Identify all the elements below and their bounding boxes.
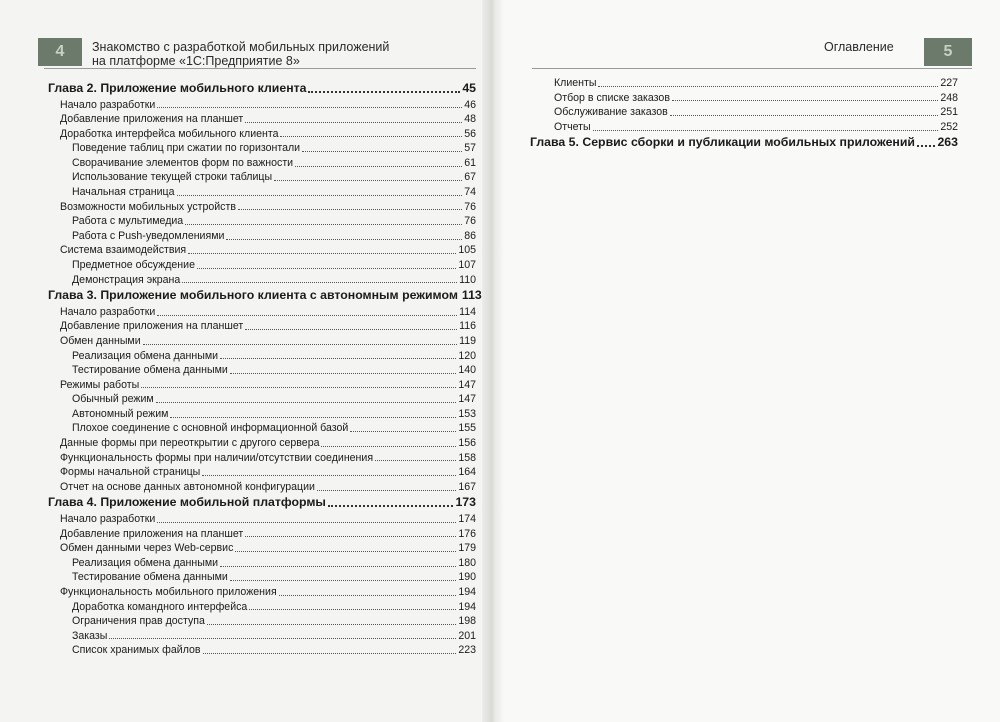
dot-leader [156, 402, 457, 403]
toc-entry-title: Тестирование обмена данными [72, 364, 228, 377]
toc-entry-title: Обмен данными через Web-сервис [60, 542, 234, 555]
toc-entry [48, 214, 476, 229]
toc-entry-page: 194 [458, 600, 476, 613]
toc-entry [48, 112, 476, 127]
right-running-head: Оглавление [824, 40, 894, 54]
right-page [492, 0, 1000, 722]
toc-entry [48, 349, 476, 364]
toc-entry-page: 147 [458, 393, 476, 406]
toc-entry [48, 512, 476, 527]
toc-entry-title: Заказы [72, 629, 108, 642]
toc-entry [48, 570, 476, 585]
dot-leader [670, 115, 939, 116]
toc-entry-page: 57 [464, 142, 476, 155]
dot-leader [593, 130, 939, 131]
dot-leader [202, 475, 456, 476]
toc-entry-page: 173 [455, 495, 476, 510]
toc-entry-title: Глава 3. Приложение мобильного клиента с автономным режимом [48, 288, 458, 303]
toc-entry-page: 76 [464, 215, 476, 228]
toc-entry [530, 120, 958, 135]
toc-entry-page: 180 [458, 556, 476, 569]
toc-chapter-entry [48, 494, 476, 512]
toc-entry [48, 614, 476, 629]
dot-leader [157, 107, 462, 108]
toc-entry-page: 105 [458, 244, 476, 257]
dot-leader [157, 315, 457, 316]
toc-entry-title: Отчеты [554, 120, 591, 133]
toc-entry [48, 363, 476, 378]
toc-entry-page: 114 [459, 305, 476, 318]
toc-entry-title: Сворачивание элементов форм по важности [72, 156, 294, 169]
toc-entry-page: 119 [459, 334, 476, 347]
toc-entry-page: 164 [458, 466, 476, 479]
running-head-line1: Знакомство с разработкой мобильных приложений [92, 40, 390, 54]
toc-entry-page: 140 [458, 364, 476, 377]
dot-leader [274, 180, 462, 181]
dot-leader [207, 624, 456, 625]
toc-entry-title: Начало разработки [60, 512, 156, 525]
dot-leader [280, 136, 462, 137]
toc-entry-page: 201 [458, 629, 476, 642]
toc-entry-title: Реализация обмена данными [72, 349, 219, 362]
toc-entry [48, 643, 476, 658]
dot-leader [109, 638, 456, 639]
toc-entry-title: Отбор в списке заказов [554, 91, 670, 104]
toc-entry-title: Обмен данными [60, 334, 141, 347]
toc-entry-page: 61 [464, 156, 476, 169]
toc-entry-page: 147 [458, 378, 476, 391]
toc-entry [48, 141, 476, 156]
dot-leader [350, 431, 456, 432]
header-rule [44, 68, 476, 69]
dot-leader [375, 460, 456, 461]
toc-entry [48, 392, 476, 407]
toc-chapter-entry [530, 134, 958, 152]
toc-entry [48, 436, 476, 451]
toc-entry-page: 153 [458, 407, 476, 420]
toc-entry-title: Система взаимодействия [60, 244, 187, 257]
toc-entry-page: 190 [458, 571, 476, 584]
dot-leader [317, 490, 456, 491]
dot-leader [230, 373, 457, 374]
toc-entry [48, 407, 476, 422]
toc-entry [48, 305, 476, 320]
toc-entry [530, 76, 958, 91]
toc-entry-page: 107 [458, 259, 476, 272]
toc-entry-page: 156 [458, 437, 476, 450]
toc-entry-page: 227 [940, 77, 958, 89]
toc-entry-page: 179 [458, 542, 476, 555]
toc-entry [48, 465, 476, 480]
toc-entry-page: 45 [462, 81, 476, 95]
toc-entry-title: Начальная страница [72, 186, 175, 199]
toc-entry [48, 541, 476, 556]
toc-entry-page: 67 [464, 171, 476, 184]
toc-entry-title: Работа с Push-уведомлениями [72, 229, 225, 242]
toc-entry [48, 273, 476, 288]
dot-leader [249, 609, 456, 610]
dot-leader [598, 86, 938, 87]
toc-entry-page: 116 [459, 320, 476, 333]
toc-entry [48, 556, 476, 571]
dot-leader [170, 417, 456, 418]
book-gutter [482, 0, 504, 722]
toc-entry-page: 76 [464, 200, 476, 213]
toc-entry [48, 480, 476, 495]
toc-entry [48, 421, 476, 436]
toc-entry-title: Функциональность мобильного приложения [60, 585, 277, 598]
toc-entry [48, 185, 476, 200]
left-running-head [92, 40, 389, 68]
toc-entry-page: 56 [464, 127, 476, 140]
toc-entry-page: 248 [940, 91, 958, 104]
dot-leader [321, 446, 456, 447]
toc-entry-page: 110 [459, 273, 476, 286]
toc-entry-title: Глава 4. Приложение мобильной платформы [48, 495, 326, 510]
toc-entry-page: 120 [458, 349, 476, 362]
toc-entry [530, 105, 958, 120]
toc-entry [48, 319, 476, 334]
dot-leader [302, 151, 462, 152]
dot-leader [157, 522, 456, 523]
toc-entry-title: Ограничения прав доступа [72, 615, 205, 628]
toc-entry-page: 252 [940, 120, 958, 133]
toc-entry-title: Глава 2. Приложение мобильного клиента [48, 81, 307, 95]
toc-entry [48, 527, 476, 542]
dot-leader [235, 551, 456, 552]
left-page-number: 4 [38, 38, 82, 66]
toc-chapter-entry [48, 287, 482, 305]
toc-entry-title: Данные формы при переоткрытии с другого сервера [60, 437, 320, 450]
dot-leader [188, 253, 456, 254]
toc-entry-title: Формы начальной страницы [60, 466, 201, 479]
header-rule [532, 68, 972, 69]
toc-entry-title: Функциональность формы при наличии/отсутствии соединения [60, 451, 374, 464]
dot-leader [220, 358, 456, 359]
toc-entry [48, 258, 476, 273]
dot-leader [143, 344, 457, 345]
toc-entry-page: 158 [458, 451, 476, 464]
toc-entry-title: Доработка интерфейса мобильного клиента [60, 127, 279, 140]
toc-entry [48, 334, 476, 349]
dot-leader [220, 566, 456, 567]
dot-leader [226, 239, 462, 240]
toc-entry-title: Глава 5. Сервис сборки и публикации мобильных приложений [530, 135, 915, 150]
right-page-number: 5 [924, 38, 972, 66]
toc-entry-title: Начало разработки [60, 98, 156, 111]
toc-entry-title: Тестирование обмена данными [72, 571, 228, 584]
toc-entry-page: 251 [940, 106, 958, 119]
toc-entry [48, 243, 476, 258]
toc-entry-title: Реализация обмена данными [72, 556, 219, 569]
toc-entry-title: Обслуживание заказов [554, 106, 668, 119]
dot-leader [672, 100, 938, 101]
toc-entry [48, 200, 476, 215]
dot-leader [203, 653, 457, 654]
dot-leader [230, 580, 457, 581]
toc-entry [48, 156, 476, 171]
dot-leader [177, 195, 463, 196]
toc-entry-title: Список хранимых файлов [72, 644, 201, 657]
running-head-line2: на платформе «1С:Предприятие 8» [92, 54, 300, 68]
toc-entry-title: Клиенты [554, 77, 597, 89]
toc-entry-title: Добавление приложения на планшет [60, 113, 244, 126]
toc-entry-title: Начало разработки [60, 305, 156, 318]
dot-leader [182, 282, 457, 283]
toc-entry [48, 170, 476, 185]
dot-leader [279, 595, 457, 596]
dot-leader [185, 224, 462, 225]
dot-leader [295, 166, 462, 167]
toc-entry-title: Отчет на основе данных автономной конфигурации [60, 480, 315, 493]
dot-leader [328, 505, 454, 507]
toc-entry-title: Демонстрация экрана [72, 273, 181, 286]
dot-leader [245, 536, 456, 537]
toc-entry-page: 263 [937, 135, 958, 150]
toc-entry-page: 174 [458, 512, 476, 525]
toc-entry-title: Доработка командного интерфейса [72, 600, 248, 613]
toc-entry-title: Режимы работы [60, 378, 140, 391]
toc-chapter-entry [48, 80, 476, 98]
toc-entry-title: Добавление приложения на планшет [60, 320, 244, 333]
dot-leader [141, 387, 456, 388]
toc-entry-page: 155 [458, 422, 476, 435]
dot-leader [308, 91, 460, 93]
toc-entry [48, 629, 476, 644]
toc-entry-page: 74 [464, 186, 476, 199]
toc-entry [48, 127, 476, 142]
dot-leader [238, 209, 462, 210]
toc-entry-page: 223 [458, 644, 476, 657]
dot-leader [245, 122, 462, 123]
dot-leader [917, 145, 936, 147]
toc-entry [530, 91, 958, 106]
toc-right [530, 76, 958, 152]
toc-entry-page: 198 [458, 615, 476, 628]
toc-entry [48, 378, 476, 393]
left-page [0, 0, 492, 722]
toc-entry-page: 194 [458, 585, 476, 598]
toc-entry-page: 86 [464, 229, 476, 242]
toc-entry [48, 585, 476, 600]
toc-entry-title: Работа с мультимедиа [72, 215, 184, 228]
dot-leader [245, 329, 457, 330]
toc-entry-page: 176 [458, 527, 476, 540]
toc-entry-title: Плохое соединение с основной информационной базой [72, 422, 349, 435]
toc-entry [48, 451, 476, 466]
toc-entry-page: 167 [458, 480, 476, 493]
toc-entry-title: Поведение таблиц при сжатии по горизонтали [72, 142, 301, 155]
toc-entry [48, 98, 476, 113]
toc-entry-page: 48 [464, 113, 476, 126]
toc-entry [48, 229, 476, 244]
toc-entry-title: Предметное обсуждение [72, 259, 195, 272]
toc-entry-title: Добавление приложения на планшет [60, 527, 244, 540]
toc-entry-title: Обычный режим [72, 393, 154, 406]
toc-entry-title: Использование текущей строки таблицы [72, 171, 273, 184]
toc-left [48, 80, 482, 658]
toc-entry [48, 600, 476, 615]
toc-entry-page: 46 [464, 98, 476, 111]
toc-entry-title: Автономный режим [72, 407, 169, 420]
toc-entry-page: 113 [461, 288, 482, 303]
dot-leader [197, 268, 456, 269]
toc-entry-title: Возможности мобильных устройств [60, 200, 236, 213]
